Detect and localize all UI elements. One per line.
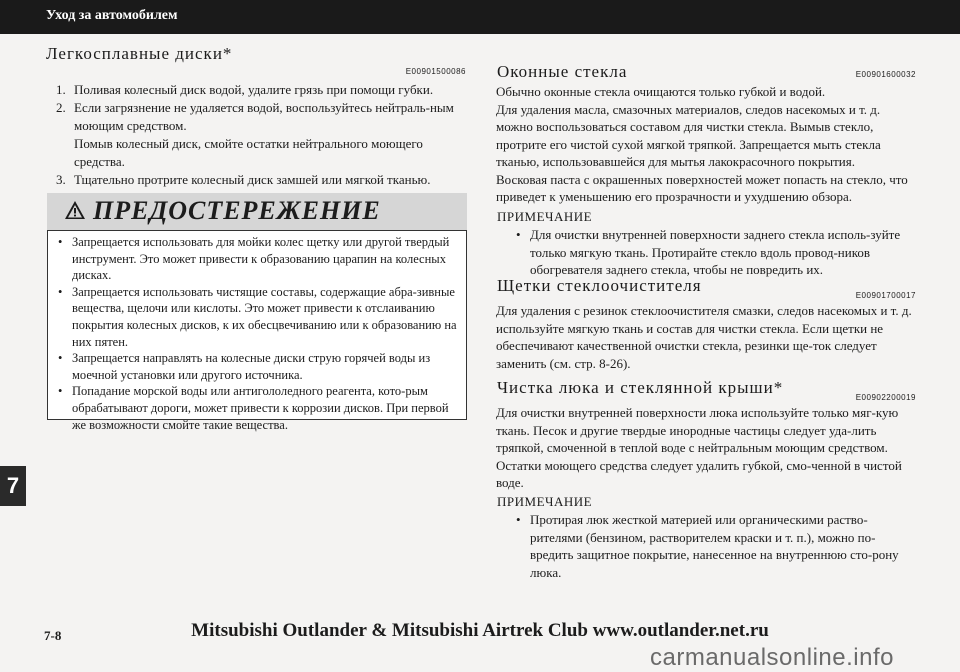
windows-paragraph: Для удаления масла, смазочных материалов, следов насекомых и т. д. можно воспользоваться составом для чистки стекла. Вымыв стекло, протрите его чистой сухой мягкой тряпкой. Запрещается мыть стекла тканью, использовавшейся для мытья лакокрасочного покрытия. bbox=[496, 101, 881, 169]
windows-heading: Оконные стекла bbox=[497, 62, 628, 81]
page-number: 7-8 bbox=[44, 628, 62, 643]
step-3: 3. Тщательно протрите колесный диск замшей или мягкой тканью. bbox=[56, 172, 431, 187]
chapter-number: 7 bbox=[6, 473, 20, 498]
wheels-heading: Легкосплавные диски* bbox=[46, 44, 233, 63]
wheels-code: E00901500086 bbox=[405, 67, 466, 76]
warning-item: • Запрещается использовать чистящие составы, содержащие абра-зивные вещества, щелочи или кислоты. Это может привести к отслаиванию покрытия колесных дисков, к их обесцвечиванию или к образованию на них пятен. bbox=[56, 284, 460, 350]
wipers-text: Для удаления с резинок стеклоочистителя смазки, следов насекомых и т. д. используйте мягкую ткань и состав для чистки стекла. Если щетки не обеспечивают качественной очистки стекла, резинки ще-ток следует заменить (см. стр. 8-26). bbox=[496, 303, 912, 371]
warning-title: ПРЕДОСТЕРЕЖЕНИЕ bbox=[93, 196, 381, 225]
wipers-code: E00901700017 bbox=[855, 291, 916, 300]
warning-item: • Запрещается направлять на колесные диски струю горячей воды из моечной установки или другого источника. bbox=[56, 350, 460, 383]
warning-triangle-icon bbox=[64, 200, 86, 220]
warning-item: • Попадание морской воды или антигололедного реагента, кото-рым обрабатывают дороги, может привести к коррозии дисков. При первой же возможности смойте такие вещества. bbox=[56, 383, 460, 433]
note-list bbox=[512, 511, 918, 581]
note-label: ПРИМЕЧАНИЕ bbox=[497, 494, 593, 509]
note-label: ПРИМЕЧАНИЕ bbox=[497, 209, 593, 224]
note-list bbox=[512, 226, 918, 279]
watermark: carmanualsonline.info bbox=[650, 644, 894, 671]
header-title: Уход за автомобилем bbox=[46, 8, 178, 23]
note-item: • Для очистки внутренней поверхности заднего стекла исполь-зуйте только мягкую ткань. Протирайте стекло вдоль провод-ников обогревателя заднего стекла, чтобы не повредить их. bbox=[512, 226, 918, 279]
step-1: 1. Поливая колесный диск водой, удалите грязь при помощи губки. bbox=[56, 82, 434, 97]
windows-code: E00901600032 bbox=[855, 70, 916, 79]
wheels-steps bbox=[46, 81, 470, 189]
step-2: 2. Если загрязнение не удаляется водой, воспользуйтесь нейтраль-ным моющим средством. Помыв колесный диск, смойте остатки нейтрального моющего средства. bbox=[56, 100, 454, 169]
wipers-heading: Щетки стеклоочистителя bbox=[497, 276, 702, 295]
note-item: • Протирая люк жесткой материей или органическими раство-рителями (бензином, растворителем краски и т. п.), можно по-вредить защитное покрытие, нанесенное на внутреннюю сто-рону люка. bbox=[512, 511, 918, 581]
sunroof-heading: Чистка люка и стеклянной крыши* bbox=[497, 378, 784, 397]
windows-paragraph: Обычно оконные стекла очищаются только губкой и водой. bbox=[496, 84, 826, 99]
windows-paragraph: Восковая паста с окрашенных поверхностей может попасть на стекло, что приведет к уменьшению его прозрачности и ухудшению обзора. bbox=[496, 171, 908, 204]
windows-text bbox=[496, 83, 920, 206]
footer-text: Mitsubishi Outlander & Mitsubishi Airtrek Club www.outlander.net.ru bbox=[191, 620, 769, 641]
warning-item: • Запрещается использовать для мойки колес щетку или другой твердый инструмент. Это может привести к образованию царапин на колесных дисках. bbox=[56, 234, 460, 284]
sunroof-code: E00902200019 bbox=[855, 393, 916, 402]
warning-list bbox=[56, 234, 460, 433]
sunroof-text: Для очистки внутренней поверхности люка используйте только мяг-кую ткань. Песок и другие твердые инородные частицы следует уда-лить тряпкой, смоченной в теплой воде с нейтральным моющим средством. Остатки моющего средства следует удалить губкой, смо-ченной в чистой воде. bbox=[496, 405, 902, 490]
